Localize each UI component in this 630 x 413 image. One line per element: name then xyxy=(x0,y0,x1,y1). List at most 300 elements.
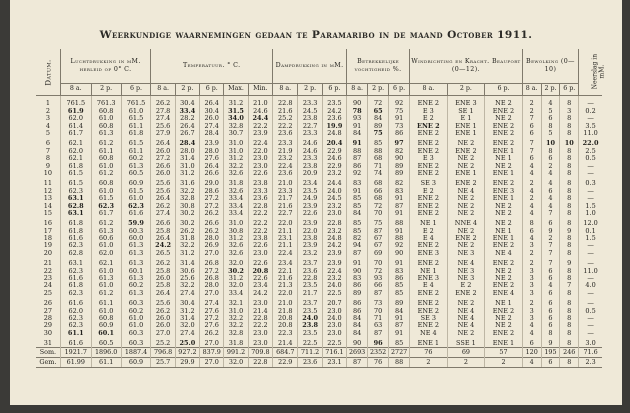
table-cell: ENE 2 xyxy=(410,297,448,307)
table-cell: 86 xyxy=(347,162,368,169)
table-cell: 23.8 xyxy=(298,322,322,329)
table-cell: 26.4 xyxy=(151,137,175,147)
table-cell: ENE 2 xyxy=(410,307,448,314)
table-cell: 25.6 xyxy=(151,297,175,307)
table-cell: 86 xyxy=(347,297,368,307)
gem-cell: 32.0 xyxy=(224,358,248,368)
table-cell: — xyxy=(579,170,602,177)
table-cell: 31.2 xyxy=(224,235,248,242)
table-cell: — xyxy=(579,322,602,329)
table-cell: 33.4 xyxy=(224,202,248,209)
table-cell: 28.0 xyxy=(200,147,224,154)
table-cell: 91 xyxy=(347,257,368,267)
table-cell: 9 xyxy=(560,227,579,234)
table-cell: 91 xyxy=(347,187,368,194)
table-row xyxy=(36,170,602,177)
table-cell: 4 xyxy=(522,202,541,209)
table-cell: 23.9 xyxy=(248,130,272,137)
table-cell: 61.8 xyxy=(121,130,151,137)
table-cell: 21.7 xyxy=(298,289,322,296)
table-cell: 30.2 xyxy=(175,209,199,216)
table-cell: 7 xyxy=(541,249,560,256)
table-cell: 30.8 xyxy=(224,227,248,234)
subheader-cell: 2 p. xyxy=(91,84,121,96)
table-cell: ENE 2 xyxy=(485,107,523,114)
table-cell: 27.6 xyxy=(200,307,224,314)
table-cell: ENE 2 xyxy=(447,147,485,154)
table-cell: 761.3 xyxy=(91,96,121,108)
table-cell: 26.6 xyxy=(200,170,224,177)
table-cell: 8 xyxy=(560,96,579,108)
table-cell: 26.0 xyxy=(151,275,175,282)
table-cell: 61.0 xyxy=(91,162,121,169)
table-cell: 22.0 xyxy=(273,217,298,227)
table-cell: 7 xyxy=(522,137,541,147)
table-cell: 30.4 xyxy=(175,96,199,108)
table-cell: 85 xyxy=(389,289,410,296)
table-cell: 32.2 xyxy=(175,282,199,289)
table-cell: 30.4 xyxy=(175,297,199,307)
table-cell: 2 xyxy=(541,162,560,169)
table-row xyxy=(36,297,602,307)
table-cell: 86 xyxy=(389,130,410,137)
table-cell: 21.0 xyxy=(273,177,298,187)
table-cell: 23.9 xyxy=(322,249,346,256)
table-cell: 83 xyxy=(347,275,368,282)
table-row xyxy=(36,275,602,282)
table-cell: — xyxy=(579,195,602,202)
table-cell: 22.2 xyxy=(273,122,298,129)
table-cell: 93 xyxy=(347,115,368,122)
table-cell: 8 xyxy=(541,329,560,336)
table-row xyxy=(36,282,602,289)
table-cell: 60.8 xyxy=(91,122,121,129)
table-cell: 23.0 xyxy=(248,249,272,256)
table-cell: ENE 3 xyxy=(447,96,485,108)
table-cell: 69 xyxy=(368,249,389,256)
table-row xyxy=(36,267,602,274)
table-cell: 31.0 xyxy=(224,217,248,227)
table-cell: 23.9 xyxy=(298,217,322,227)
table-cell: 25.0 xyxy=(175,337,199,348)
table-cell: 8 xyxy=(560,307,579,314)
subheader-cell: 6 p. xyxy=(485,84,523,96)
table-cell: ENE 2 xyxy=(485,242,523,249)
table-cell: 2 xyxy=(522,195,541,202)
table-cell: 23.3 xyxy=(298,96,322,108)
subheader-row xyxy=(36,84,602,96)
page-title: Weerkundige waarnemingen gedaan te Paramaribo in de maand October 1911. xyxy=(99,29,533,41)
table-cell: 8 xyxy=(560,162,579,169)
table-cell: 4 xyxy=(541,177,560,187)
table-row xyxy=(36,322,602,329)
subheader-cell: 2 p. xyxy=(368,84,389,96)
table-cell: 21.6 xyxy=(273,107,298,114)
gem-cell: 88 xyxy=(389,358,410,368)
day-cell: 28 xyxy=(43,313,53,322)
table-cell: 62.3 xyxy=(60,187,91,194)
table-cell: 22.7 xyxy=(273,209,298,216)
table-cell: 84 xyxy=(347,329,368,336)
table-cell: 32.1 xyxy=(224,297,248,307)
table-cell: 6 xyxy=(541,275,560,282)
table-cell: 87 xyxy=(368,329,389,336)
page-sheet xyxy=(10,0,622,405)
table-cell: NE 2 xyxy=(485,209,523,216)
header-dampdrukking: Dampdrukking in mM. xyxy=(273,49,347,84)
table-cell: ENE 3 xyxy=(410,249,448,256)
table-cell: NE 2 xyxy=(485,315,523,322)
table-cell: 91 xyxy=(389,329,410,336)
table-cell: 91 xyxy=(389,315,410,322)
subheader-cell: 8 a. xyxy=(151,84,175,96)
table-cell: 23.9 xyxy=(298,202,322,209)
table-cell: 31.2 xyxy=(175,307,199,314)
table-cell: 27.6 xyxy=(200,155,224,162)
table-cell: 61.5 xyxy=(91,195,121,202)
table-cell: 22.2 xyxy=(248,227,272,234)
table-cell: 11.0 xyxy=(579,267,602,274)
table-cell: 27.2 xyxy=(200,195,224,202)
table-cell: 26.4 xyxy=(200,162,224,169)
table-cell: 89 xyxy=(389,170,410,177)
table-cell: 70 xyxy=(368,307,389,314)
table-cell: 60.3 xyxy=(121,337,151,348)
table-cell: 3 xyxy=(522,289,541,296)
table-cell: 61.2 xyxy=(91,217,121,227)
table-cell: 22.7 xyxy=(298,122,322,129)
table-cell: NE 2 xyxy=(485,96,523,108)
table-cell: 8 xyxy=(560,297,579,307)
table-cell: 21.4 xyxy=(248,307,272,314)
table-cell: 84 xyxy=(389,307,410,314)
table-cell: 27.4 xyxy=(200,297,224,307)
table-cell: 87 xyxy=(389,322,410,329)
day-cell: 13 xyxy=(43,194,53,203)
table-cell: 89 xyxy=(389,297,410,307)
table-cell: 22.1 xyxy=(273,267,298,274)
table-cell: ENE 2 xyxy=(485,329,523,336)
day-cell: 25 xyxy=(43,288,53,297)
day-cell: 20 xyxy=(43,248,53,257)
table-cell: ENE 2 xyxy=(410,170,448,177)
table-cell: 21.3 xyxy=(273,282,298,289)
table-cell: 24.6 xyxy=(248,107,272,114)
table-cell: 6 xyxy=(541,187,560,194)
table-cell: 23.0 xyxy=(322,329,346,336)
table-row xyxy=(36,107,602,114)
day-cell: 7 xyxy=(45,146,50,155)
table-cell: 5 xyxy=(541,107,560,114)
table-cell: 4 xyxy=(541,202,560,209)
table-cell: 4 xyxy=(541,282,560,289)
table-cell: 30.7 xyxy=(224,130,248,137)
table-cell: 72 xyxy=(368,202,389,209)
table-cell: 75 xyxy=(389,107,410,114)
table-cell: 761.5 xyxy=(60,96,91,108)
table-cell: 24.0 xyxy=(298,315,322,322)
table-cell: 22.0 xyxy=(579,137,602,147)
table-cell: 23.3 xyxy=(298,155,322,162)
table-cell: ENE 2 xyxy=(410,322,448,329)
table-row xyxy=(36,289,602,296)
table-cell: 25.6 xyxy=(151,122,175,129)
table-cell: 21.0 xyxy=(273,297,298,307)
table-cell: 32.6 xyxy=(224,249,248,256)
day-cell: 4 xyxy=(45,121,50,130)
table-cell: 24.4 xyxy=(248,115,272,122)
table-cell: 25.2 xyxy=(273,115,298,122)
table-cell: 6 xyxy=(541,267,560,274)
table-cell: 25.6 xyxy=(151,177,175,187)
table-cell: 61.0 xyxy=(91,187,121,194)
table-cell: 84 xyxy=(347,130,368,137)
table-cell: ENE 2 xyxy=(410,122,448,129)
table-cell: 6 xyxy=(541,217,560,227)
table-cell: NE 2 xyxy=(485,275,523,282)
table-cell: 61.3 xyxy=(121,249,151,256)
table-cell: 23.7 xyxy=(298,297,322,307)
table-cell: 23.0 xyxy=(248,162,272,169)
table-cell: 26.0 xyxy=(151,147,175,154)
table-cell: 6 xyxy=(522,122,541,129)
gem-cell: 22.8 xyxy=(248,358,272,368)
gem-cell: 87 xyxy=(347,358,368,368)
table-cell: ENE 2 xyxy=(485,137,523,147)
table-cell: NE 2 xyxy=(485,162,523,169)
subheader-cell: 6 p. xyxy=(200,84,224,96)
table-cell: 60.3 xyxy=(121,297,151,307)
gem-cell: 29.9 xyxy=(175,358,199,368)
table-cell: 4 xyxy=(522,235,541,242)
table-cell: 3 xyxy=(560,107,579,114)
table-cell: 23.3 xyxy=(248,187,272,194)
table-cell: 68 xyxy=(368,195,389,202)
table-cell: 88 xyxy=(347,147,368,154)
table-cell: NE 2 xyxy=(447,329,485,336)
day-cell: 31 xyxy=(43,339,53,348)
table-cell: ENE 1 xyxy=(485,235,523,242)
table-cell: 22.5 xyxy=(298,337,322,348)
table-cell: 24.6 xyxy=(322,155,346,162)
table-row xyxy=(36,315,602,322)
table-cell: 32.6 xyxy=(224,170,248,177)
table-cell: 23.6 xyxy=(298,267,322,274)
table-cell: 63.1 xyxy=(60,195,91,202)
table-cell: ENE 1 xyxy=(447,130,485,137)
table-cell: 61.3 xyxy=(91,130,121,137)
table-row xyxy=(36,122,602,129)
table-cell: ENE 2 xyxy=(485,257,523,267)
table-cell: 27.2 xyxy=(200,315,224,322)
table-cell: 10 xyxy=(560,137,579,147)
table-cell: 26.4 xyxy=(175,122,199,129)
table-cell: 62.3 xyxy=(60,289,91,296)
som-cell: 2693 xyxy=(347,348,368,358)
table-cell: 26.0 xyxy=(151,315,175,322)
table-cell: 21.1 xyxy=(273,227,298,234)
table-cell: 61.0 xyxy=(91,267,121,274)
table-cell: 31.2 xyxy=(224,275,248,282)
table-cell: 68 xyxy=(368,177,389,187)
table-cell: 22.2 xyxy=(248,322,272,329)
table-cell: 34.0 xyxy=(224,115,248,122)
table-cell: 22.4 xyxy=(322,267,346,274)
day-cell: 9 xyxy=(45,161,50,170)
table-cell: NE 2 xyxy=(447,195,485,202)
table-cell: 61.0 xyxy=(121,195,151,202)
table-cell: 22.6 xyxy=(248,257,272,267)
table-row xyxy=(36,235,602,242)
table-cell: 90 xyxy=(347,96,368,108)
table-row xyxy=(36,187,602,194)
table-cell: 75 xyxy=(368,217,389,227)
table-cell: 32.2 xyxy=(224,315,248,322)
table-cell: NE 2 xyxy=(447,209,485,216)
table-cell: ENE 2 xyxy=(410,289,448,296)
table-cell: 0.5 xyxy=(579,155,602,162)
table-row xyxy=(36,115,602,122)
day-cell: 19 xyxy=(43,241,53,250)
table-cell: 92 xyxy=(389,96,410,108)
table-cell: 59.9 xyxy=(121,217,151,227)
table-body xyxy=(36,96,602,348)
table-cell: 61.8 xyxy=(60,162,91,169)
table-cell: 92 xyxy=(389,242,410,249)
observations-table xyxy=(36,49,606,368)
table-cell: 24.0 xyxy=(322,315,346,322)
table-cell: 21.7 xyxy=(273,195,298,202)
table-cell: 8 xyxy=(560,195,579,202)
table-cell: 61.0 xyxy=(91,307,121,314)
table-cell: 87 xyxy=(389,202,410,209)
table-cell: 23.9 xyxy=(322,257,346,267)
table-cell: — xyxy=(579,187,602,194)
table-cell: 62.1 xyxy=(60,137,91,147)
table-cell: 24.0 xyxy=(322,187,346,194)
table-cell: 61.6 xyxy=(121,209,151,216)
table-cell: 8 xyxy=(560,147,579,154)
table-cell: 24.8 xyxy=(322,130,346,137)
subheader-cell: Max. xyxy=(224,84,248,96)
subheader-cell: 8 a. xyxy=(60,84,91,96)
table-cell: 61.6 xyxy=(60,235,91,242)
table-cell: E 2 xyxy=(410,187,448,194)
table-row xyxy=(36,137,602,147)
table-cell: 24.2 xyxy=(322,242,346,249)
table-cell: E 3 xyxy=(410,107,448,114)
table-cell: 60.1 xyxy=(121,267,151,274)
table-cell: 83 xyxy=(347,177,368,187)
table-cell: 23.5 xyxy=(298,187,322,194)
table-cell: 62.3 xyxy=(121,202,151,209)
table-cell: — xyxy=(579,96,602,108)
day-cell: 14 xyxy=(43,201,53,210)
table-cell: 23.5 xyxy=(298,282,322,289)
table-cell: 8 xyxy=(560,235,579,242)
subheader-cell: 2 p. xyxy=(298,84,322,96)
table-cell: 10 xyxy=(541,137,560,147)
table-cell: 6 xyxy=(541,155,560,162)
table-cell: 25.8 xyxy=(151,227,175,234)
gem-cell: 25.7 xyxy=(151,358,175,368)
som-cell: 57 xyxy=(485,348,523,358)
table-row xyxy=(36,147,602,154)
table-cell: 21.8 xyxy=(273,307,298,314)
table-cell: 23.2 xyxy=(322,170,346,177)
table-cell: 26.9 xyxy=(200,242,224,249)
table-cell: 26.2 xyxy=(200,329,224,336)
table-cell: 28.2 xyxy=(175,115,199,122)
table-cell: 8 xyxy=(541,147,560,154)
table-cell: 20.8 xyxy=(273,315,298,322)
table-cell: ENE 1 xyxy=(485,170,523,177)
table-cell: 23.2 xyxy=(322,275,346,282)
table-cell: 4 xyxy=(522,187,541,194)
table-cell: 4 xyxy=(541,195,560,202)
table-cell: SE 3 xyxy=(410,315,448,322)
som-cell: 195 xyxy=(541,348,560,358)
table-cell: 86 xyxy=(347,282,368,289)
table-cell: 83 xyxy=(389,267,410,274)
table-cell: 84 xyxy=(347,315,368,322)
table-cell: 1.5 xyxy=(579,202,602,209)
table-cell: 91 xyxy=(389,195,410,202)
gem-cell: 2 xyxy=(410,358,448,368)
table-footer xyxy=(36,348,602,368)
table-cell: 90 xyxy=(389,155,410,162)
table-cell: — xyxy=(579,249,602,256)
table-cell: 62.1 xyxy=(60,155,91,162)
table-cell: ENE 2 xyxy=(410,257,448,267)
table-cell: ENE 2 xyxy=(485,177,523,187)
table-cell: 23.5 xyxy=(298,307,322,314)
table-cell: 60.1 xyxy=(91,329,121,336)
som-cell: 684.7 xyxy=(273,348,298,358)
table-cell: 32.2 xyxy=(175,242,199,249)
table-cell: 61.0 xyxy=(91,282,121,289)
table-cell: 62.0 xyxy=(91,249,121,256)
table-cell: 8 xyxy=(560,329,579,336)
table-cell: 23.9 xyxy=(200,137,224,147)
table-cell: 31.2 xyxy=(175,170,199,177)
header-datum: Datum. xyxy=(36,49,60,96)
day-cell: 10 xyxy=(43,168,53,177)
day-cell: 16 xyxy=(43,219,53,228)
table-cell: ENE 2 xyxy=(410,130,448,137)
table-cell: 23.3 xyxy=(273,187,298,194)
table-cell: 7 xyxy=(522,147,541,154)
table-cell: NE 2 xyxy=(447,297,485,307)
table-cell: 8 xyxy=(560,267,579,274)
day-cell: 2 xyxy=(45,106,50,115)
table-cell: 23.8 xyxy=(298,162,322,169)
table-cell: 4 xyxy=(541,170,560,177)
table-cell: 22.4 xyxy=(273,249,298,256)
table-cell: 85 xyxy=(347,217,368,227)
table-cell: 26.0 xyxy=(151,170,175,177)
table-cell: 26.2 xyxy=(200,227,224,234)
table-cell: 25.6 xyxy=(175,275,199,282)
table-cell: 84 xyxy=(347,209,368,216)
table-cell: 68 xyxy=(368,155,389,162)
table-cell: E 1 xyxy=(447,115,485,122)
som-cell: 711.2 xyxy=(298,348,322,358)
table-cell: 33.4 xyxy=(224,195,248,202)
table-cell: 31.8 xyxy=(224,177,248,187)
header-luchtdrukking: Luchtdrukking in mM. herleid op 0° C. xyxy=(60,49,151,84)
table-cell: E 3 xyxy=(410,155,448,162)
